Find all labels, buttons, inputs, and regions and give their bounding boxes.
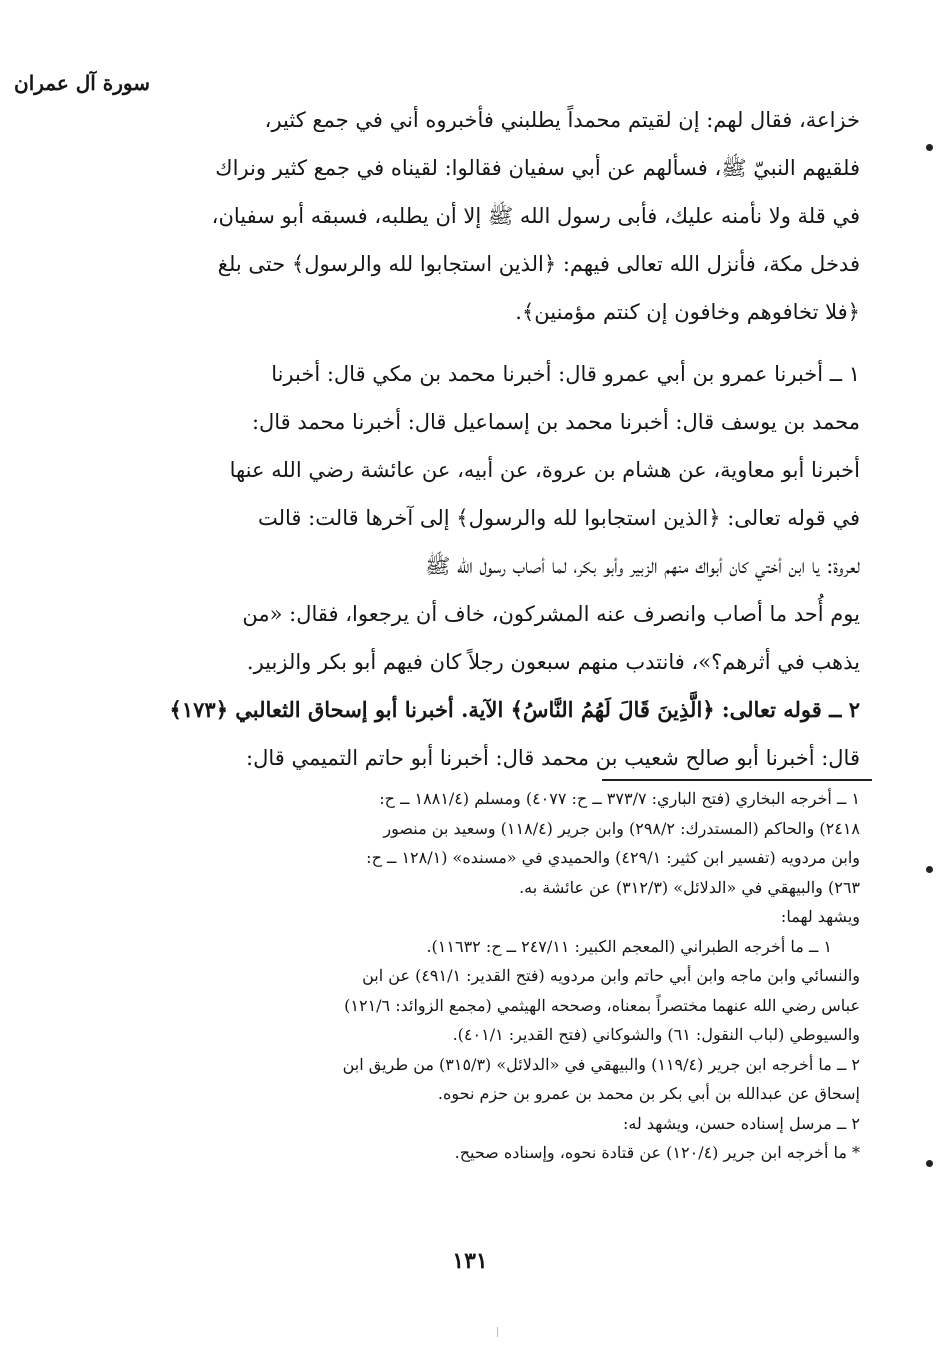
text-line: في قوله تعالى: ﴿الذين استجابوا لله والرسول﴾ إلى آخرها قالت: قالت [257, 506, 860, 530]
footnote-line: ١ ــ ما أخرجه الطبراني (المعجم الكبير: ٢٤٧/١١ ــ ح: ١١٦٣٢). [426, 936, 832, 956]
text-line: خزاعة، فقال لهم: إن لقيتم محمداً يطلبني فأخبروه أني في جمع كثير، [264, 108, 860, 132]
footnote-line: ٢٦٣) والبيهقي في «الدلائل» (٣١٢/٣) عن عائشة به. [519, 877, 860, 897]
main-text [72, 96, 860, 782]
footnote-line: ويشهد لهما: [780, 907, 860, 926]
footnote-line: ٢ ــ ما أخرجه ابن جرير (١١٩/٤) والبيهقي في «الدلائل» (٣١٥/٣) من طريق ابن [342, 1054, 860, 1074]
scan-mark [497, 1327, 498, 1337]
footnotes [68, 784, 860, 1168]
text-line: يوم أُحد ما أصاب وانصرف عنه المشركون، خاف أن يرجعوا، فقال: «من [242, 602, 860, 626]
footnote-line: والنسائي وابن ماجه وابن أبي حاتم وابن مردويه (فتح القدير: ٤٩١/١) عن ابن [362, 966, 860, 985]
scan-mark [926, 144, 933, 151]
text-line: أخبرنا أبو معاوية، عن هشام بن عروة، عن أبيه، عن عائشة رضي الله عنها [229, 458, 860, 482]
footnote-line: ٢٤١٨) والحاكم (المستدرك: ٢٩٨/٢) وابن جرير (١١٨/٤) وسعيد بن منصور [383, 818, 860, 838]
section-heading-line: ٢ ــ قوله تعالى: ﴿الَّذِينَ قَالَ لَهُمُ النَّاسُ﴾ الآية. أخبرنا أبو إسحاق الثعالبي ﴿١٧٣﴾ [169, 697, 860, 722]
text-line: يذهب في أثرهم؟»، فانتدب منهم سبعون رجلاً كان فيهم أبو بكر والزبير. [246, 650, 860, 674]
footnote-line: * ما أخرجه ابن جرير (١٢٠/٤) عن قتادة نحوه، وإسناده صحيح. [454, 1143, 860, 1162]
text-line: في قلة ولا نأمنه عليك، فأبى رسول الله ﷺ إلا أن يطلبه، فسبقه أبو سفيان، [211, 204, 860, 228]
text-line: فدخل مكة، فأنزل الله تعالى فيهم: ﴿الذين استجابوا لله والرسول﴾ حتى بلغ [217, 252, 860, 276]
footnote-separator [602, 779, 872, 781]
text-line: قال: أخبرنا أبو صالح شعيب بن محمد قال: أخبرنا أبو حاتم التميمي قال: [246, 746, 860, 770]
scan-mark [926, 866, 933, 873]
text-line: لعروة: يا ابن أختي كان أبواك منهم الزبير وأبو بكر، لما أصاب رسول الله ﷺ [424, 554, 860, 578]
footnote-line: وابن مردويه (تفسير ابن كثير: ٤٢٩/١) والحميدي في «مسنده» (١٢٨/١ ــ ح: [366, 848, 860, 867]
text-line: محمد بن يوسف قال: أخبرنا محمد بن إسماعيل قال: أخبرنا محمد قال: [251, 410, 860, 434]
page-number: ١٣١ [452, 1248, 488, 1274]
text-line: ﴿فلا تخافوهم وخافون إن كنتم مؤمنين﴾. [515, 300, 860, 324]
running-header: سورة آل عمران [14, 71, 151, 95]
scan-mark [926, 1160, 933, 1167]
footnote-line: عباس رضي الله عنهما مختصراً بمعناه، وصححه الهيثمي (مجمع الزوائد: ١٢١/٦) [344, 995, 860, 1015]
text-line: فلقيهم النبيّ ﷺ، فسألهم عن أبي سفيان فقالوا: لقيناه في جمع كثير ونراك [215, 156, 860, 180]
footnote-line: ١ ــ أخرجه البخاري (فتح الباري: ٣٧٣/٧ ــ ح: ٤٠٧٧) ومسلم (١٨٨١/٤ ــ ح: [379, 789, 860, 808]
footnote-line: إسحاق عن عبدالله بن أبي بكر بن محمد بن عمرو بن حزم نحوه. [437, 1084, 860, 1103]
text-line: ١ ــ أخبرنا عمرو بن أبي عمرو قال: أخبرنا محمد بن مكي قال: أخبرنا [271, 362, 860, 386]
footnote-line: والسيوطي (لباب النقول: ٦١) والشوكاني (فتح القدير: ٤٠١/١). [452, 1025, 860, 1044]
footnote-line: ٢ ــ مرسل إسناده حسن، ويشهد له: [622, 1113, 860, 1133]
